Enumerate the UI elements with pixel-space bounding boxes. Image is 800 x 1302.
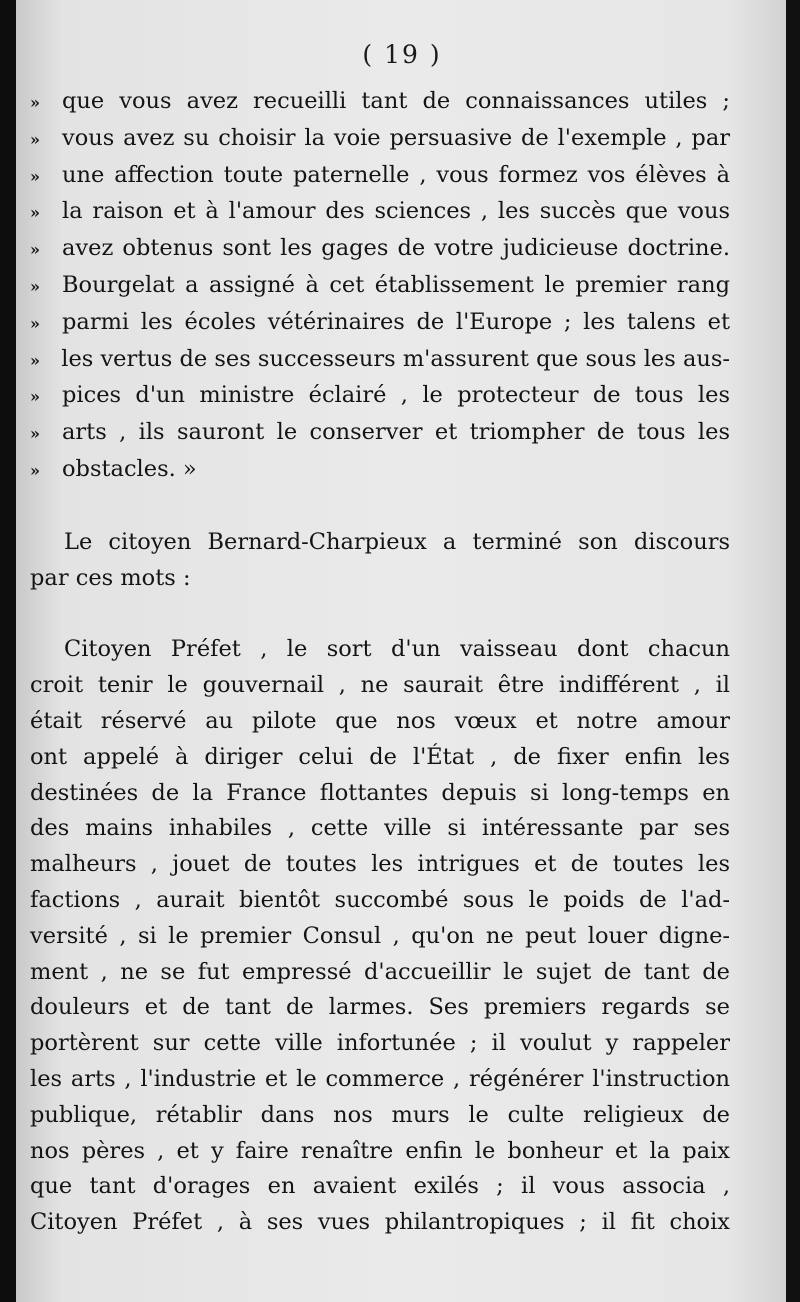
quote-line — [30, 378, 730, 415]
quote-line-text: vous avez su choisir la voie persuasive de l'exemple , par — [62, 124, 730, 151]
text-line: douleurs et de tant de larmes. Ses premiers regards se — [30, 994, 730, 1021]
quote-line — [30, 121, 730, 158]
quote-mark: » — [30, 424, 40, 444]
quote-line-text: pices d'un ministre éclairé , le protecteur de tous les — [62, 382, 730, 409]
text-line: était réservé au pilote que nos vœux et notre amour — [30, 707, 730, 734]
quote-mark: » — [30, 276, 40, 296]
text-line: malheurs , jouet de toutes les intrigues et de toutes les — [30, 851, 730, 878]
text-line: ont appelé à diriger celui de l'État , de fixer enfin les — [30, 743, 730, 770]
text-line: portèrent sur cette ville infortunée ; il voulut y rappeler — [30, 1030, 730, 1057]
text-line: Citoyen Préfet , le sort d'un vaisseau dont chacun — [64, 636, 730, 663]
paragraph-closing-intro — [30, 525, 730, 597]
text-line: Citoyen Préfet , à ses vues philantropiques ; il fit choix — [30, 1209, 730, 1236]
quote-line — [30, 158, 730, 195]
quote-line — [30, 342, 730, 379]
text-line: croit tenir le gouvernail , ne saurait être indifférent , il — [30, 672, 730, 699]
text-line: ment , ne se fut empressé d'accueillir le sujet de tant de — [30, 958, 730, 985]
quote-line-text: parmi les écoles vétérinaires de l'Europe ; les talens et — [62, 308, 730, 335]
quote-mark: » — [30, 129, 40, 149]
quote-line-text: que vous avez recueilli tant de connaissances utiles ; — [62, 88, 730, 114]
quoted-passage — [30, 84, 730, 489]
quote-line-text: arts , ils sauront le conserver et triompher de tous les — [62, 419, 730, 446]
text-line: que tant d'orages en avaient exilés ; il vous associa , — [30, 1173, 730, 1200]
quote-line — [30, 84, 730, 121]
quote-mark: » — [30, 313, 40, 333]
quote-line-text: la raison et à l'amour des sciences , les succès que vous — [62, 198, 730, 225]
quote-mark: » — [30, 93, 40, 112]
page-edge-shadow — [786, 0, 800, 1302]
text-line: publique, rétablir dans nos murs le culte religieux de — [30, 1101, 730, 1128]
quote-mark: » — [30, 387, 40, 407]
quote-line — [30, 194, 730, 231]
quote-line — [30, 452, 730, 489]
text-line: versité , si le premier Consul , qu'on ne peut louer digne- — [30, 922, 730, 949]
text-line: par ces mots : — [30, 564, 191, 591]
quote-line — [30, 305, 730, 342]
quote-mark: » — [30, 240, 40, 260]
quote-mark: » — [30, 350, 40, 370]
page-number: ( 19 ) — [362, 40, 442, 69]
quote-line-text: obstacles. » — [62, 455, 197, 482]
text-line: factions , aurait bientôt succombé sous le poids de l'ad- — [30, 886, 730, 913]
text-line: des mains inhabiles , cette ville si intéressante par ses — [30, 815, 730, 842]
text-line: nos pères , et y faire renaître enfin le bonheur et la paix — [30, 1137, 730, 1164]
quote-line-text: les vertus de ses successeurs m'assurent que sous les aus- — [61, 345, 730, 372]
quote-line-text: une affection toute paternelle , vous formez vos élèves à — [62, 161, 730, 188]
text-line: Le citoyen Bernard-Charpieux a terminé son discours — [64, 528, 730, 555]
paragraph-speech — [30, 632, 730, 1241]
quote-line — [30, 268, 730, 305]
quote-line — [30, 415, 730, 452]
quote-line-text: avez obtenus sont les gages de votre judicieuse doctrine. — [62, 235, 730, 262]
book-page — [16, 0, 788, 1302]
page-text — [30, 84, 730, 1241]
quote-mark: » — [30, 203, 40, 223]
quote-line — [30, 231, 730, 268]
text-line: les arts , l'industrie et le commerce , régénérer l'instruction — [30, 1065, 730, 1092]
text-line: destinées de la France flottantes depuis si long-temps en — [30, 779, 730, 806]
quote-mark: » — [30, 166, 40, 186]
quote-line-text: Bourgelat a assigné à cet établissement le premier rang — [62, 271, 730, 298]
quote-mark: » — [30, 460, 40, 480]
